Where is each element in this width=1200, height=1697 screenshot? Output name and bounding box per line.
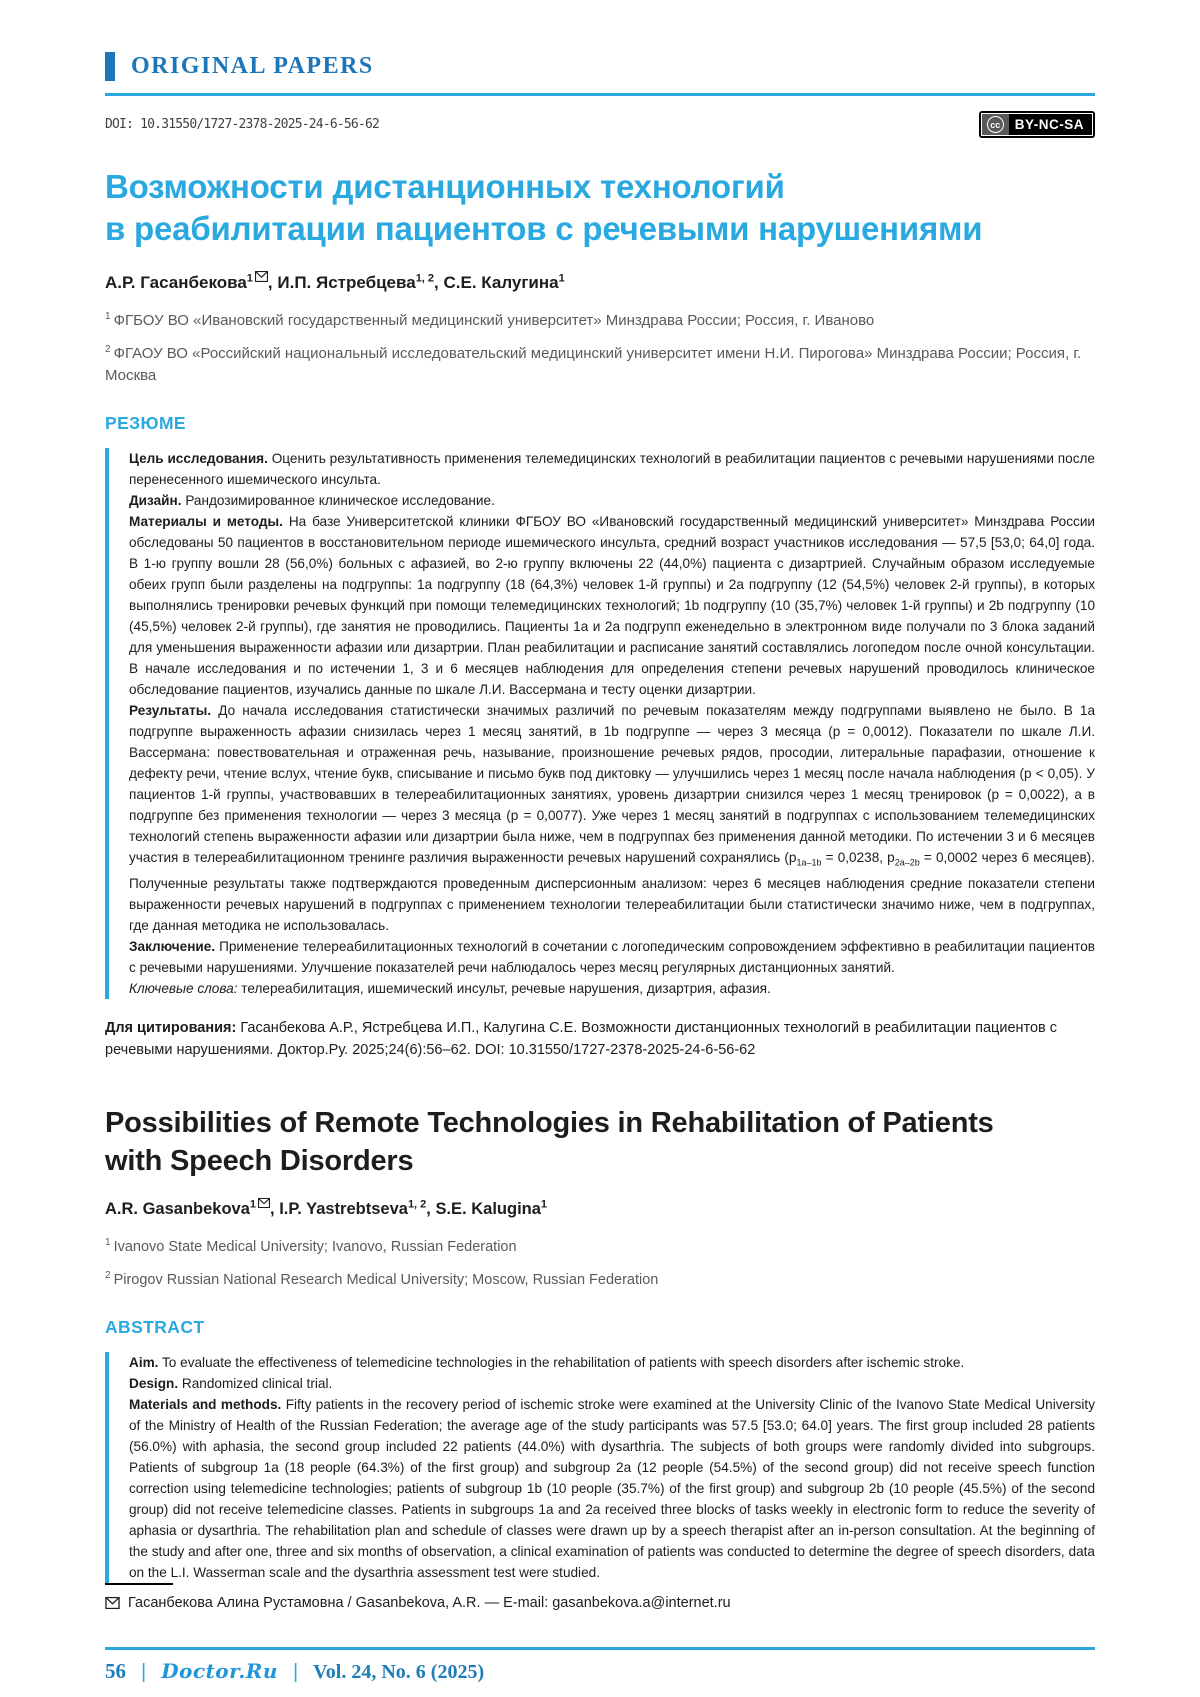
affiliation (105, 1269, 1095, 1291)
abstract-conclusion (129, 936, 1095, 978)
affiliation-superscript: 1 (105, 311, 111, 323)
citation-block (105, 1018, 1095, 1061)
conclusion-label: Заключение. (129, 939, 216, 955)
author-name: S.E. Kalugina (435, 1200, 541, 1219)
cc-license-label: BY-NC-SA (1009, 114, 1092, 135)
author-separator: , (270, 1200, 280, 1219)
results-label: Результаты. (129, 702, 212, 718)
design-text: Рандозимированное клиническое исследование. (185, 492, 495, 508)
section-header (105, 52, 1095, 96)
title-en-line2: with Speech Disorders (105, 1145, 414, 1178)
section-marker-bar (105, 52, 115, 81)
affiliation (105, 310, 1095, 332)
results-subscript-1: 1a–1b (796, 857, 822, 868)
results-subscript-2: 2a–2b (894, 857, 920, 868)
doi-row (105, 111, 1095, 138)
author (105, 273, 277, 292)
author-superscript: 1 (246, 272, 253, 285)
abstract-design-en (129, 1373, 1095, 1394)
results-text-3: = 0,0002 через 6 месяцев). Полученные результаты также подтверждаются проведенным дисперсионным анализом: через 6 месяцев наблюдения средние показатели степени выраженности речевых нарушений в подгруппах с применением технологии телереабилитации были статистически значимо ниже, чем в подгруппах, где данная методика не использовалась. (129, 849, 1095, 934)
results-text-2: = 0,0238, p (821, 849, 895, 865)
author-name: С.Е. Калугина (443, 273, 559, 293)
affiliation-superscript: 2 (105, 344, 111, 356)
author-separator: , (434, 273, 444, 293)
methods-text: Fifty patients in the recovery period of ischemic stroke were examined at the University Clinic of the Ivanovo State Medical University of the Ministry of Health of the Russian Federation; the average age of the study participants was 57.5 [53.0; 64.0] years. The first group included 28 patients (56.0%) with aphasia, the second group included 22 patients (44.0%) with dysarthria. The subjects of both groups were randomly divided into subgroups. Patients of subgroup 1a (18 people (64.3%) of the first group) and subgroup 2a (12 people (54.5%) of the second group) did not receive speech function correction using telemedicine technologies; patients of subgroup 1b (10 people (35.7%) of the first group) and subgroup 2b (10 people (45.5%) of the second group) did not receive telemedicine classes. Patients in subgroups 1a and 2a received three blocks of tasks weekly in electronic form to reduce the severity of aphasia or dysarthria. The rehabilitation plan and schedule of classes were drawn up by a speech therapist after an in-person consultation. At the beginning of the study and after one, three and six months of observation, a clinical examination of patients was conducted to determine the degree of speech disorders, data on the L.I. Wasserman scale and the dysarthria assessment test were studied. (129, 1397, 1096, 1580)
aim-text: To evaluate the effectiveness of telemedicine technologies in the rehabilitation of patients with speech disorders after ischemic stroke. (162, 1355, 965, 1370)
author (279, 1200, 435, 1218)
author-separator: , (267, 273, 278, 293)
resume-heading: РЕЗЮМЕ (105, 412, 187, 433)
methods-label: Materials and methods. (129, 1397, 282, 1412)
abstract-design (129, 490, 1095, 511)
author (435, 1200, 547, 1218)
author (105, 1200, 279, 1218)
author-superscript: 1 (558, 272, 565, 285)
abstract-results (129, 700, 1095, 937)
affiliations-ru (105, 299, 1095, 386)
author-name: А.Р. Гасанбекова (105, 273, 247, 293)
article-title-ru (105, 166, 1095, 250)
design-label: Design. (129, 1376, 179, 1391)
cc-badge-inner (981, 113, 1093, 136)
title-ru-line2: в реабилитации пациентов с речевыми нарушениями (105, 209, 983, 247)
author-name: A.R. Gasanbekova (105, 1200, 250, 1219)
affiliation-superscript: 1 (105, 1237, 111, 1249)
author (444, 273, 565, 292)
affiliation-text: Pirogov Russian National Research Medical University; Moscow, Russian Federation (113, 1271, 659, 1288)
affiliation-text: ФГБОУ ВО «Ивановский государственный медицинский университет» Минздрава России; Россия, г. Иваново (113, 312, 875, 330)
abstract-en (105, 1352, 1095, 1583)
aim-label: Aim. (129, 1355, 159, 1370)
abstract-aim (129, 448, 1095, 490)
envelope-icon (258, 1194, 270, 1213)
correspondence-note (105, 1595, 1095, 1613)
citation-text: Гасанбекова А.Р., Ястребцева И.П., Калугина С.Е. Возможности дистанционных технологий в реабилитации пациентов с речевыми нарушениями. Доктор.Ру. 2025;24(6):56–62. DOI: 10.31550/1727-2378-2025-24-6-56-62 (105, 1020, 1058, 1058)
results-text-1: До начала исследования статистически значимых различий по речевым показателям между подгруппами выявлено не было. В 1а подгруппе выраженность афазии снизилась через 1 месяц занятий, в 1b подгруппе — через 3 месяца (p = 0,0012). Показатели по шкале Л.И. Вассермана: повествовательная и отраженная речь, называние, произношение речевых рядов, просодии, литеральные парафазии, отношение к дефекту речи, чтение вслух, чтение букв, списывание и письмо букв под диктовку — улучшились через 1 месяц после начала наблюдения (p < 0,05). У пациентов 1-й группы, участвовавших в телереабилитационных занятиях, уровень дизартрии снизился через 1 месяц тренировок (p = 0,0022), а в подгруппе без применения технологии — через 3 месяца (p = 0,0077). Уже через 1 месяц занятий в подгруппах с использованием телемедицинских технологий степень выраженности афазии или дизартрии была ниже, чем в подгруппах без применения данной методики. По истечении 3 и 6 месяцев участия в телереабилитационном тренинге различия выраженности речевых нарушений сохранялись (p (129, 702, 1096, 865)
correspondence-rule (105, 1583, 173, 1585)
envelope-icon (105, 1597, 120, 1613)
title-ru-line1: Возможности дистанционных технологий (105, 168, 785, 205)
footer-separator: | (292, 1661, 299, 1683)
affiliation (105, 343, 1095, 387)
affiliations-en (105, 1225, 1095, 1291)
doi-text: DOI: 10.31550/1727-2378-2025-24-6-56-62 (105, 117, 380, 132)
footer-separator: | (141, 1661, 147, 1683)
aim-label: Цель исследования. (129, 450, 268, 466)
journal-logo: Doctor.Ru (161, 1659, 278, 1683)
abstract-aim-en (129, 1352, 1095, 1373)
affiliation-text: Ivanovo State Medical University; Ivanovo, Russian Federation (113, 1239, 517, 1256)
authors-line-ru (105, 267, 1095, 294)
page-footer (105, 1647, 1095, 1684)
keywords-text: телереабилитация, ишемический инсульт, речевые нарушения, дизартрия, афазия. (241, 981, 771, 997)
article-title-en (105, 1105, 1095, 1180)
abstract-methods-en (129, 1394, 1095, 1583)
issue-info: Vol. 24, No. 6 (2025) (313, 1661, 485, 1683)
methods-text: На базе Университетской клиники ФГБОУ ВО «Ивановский государственный медицинский университет» Минздрава России обследованы 50 пациентов в восстановительном периоде ишемического инсульта, средний возраст участников исследования — 57,5 [53,0; 64,0] года. В 1-ю группу вошли 28 (56,0%) больных с афазией, во 2-ю группу включены 22 (44,0%) пациента с дизартрией. Случайным образом исследуемые обеих групп были разделены на подгруппы: 1а подгруппу (18 (64,3%) человек 1-й группы) и 2а подгруппу (12 (54,5%) человек 2-й группы), в которых выполнялись тренировки речевых функций при помощи телемедицинских технологий; 1b подгруппу (10 (35,7%) человек 1-й группы) и 2b подгруппу (10 (45,5%) человек 2-й группы), где занятия не проводились. Пациенты 1а и 2а подгрупп еженедельно в электронном виде получали по 3 блока заданий для уменьшения выраженности афазии или дизартрии. План реабилитации и расписание занятий составлялись логопедом после очной консультации. В начале исследования и по истечении 1, 3 и 6 месяцев наблюдения для определения степени речевых нарушений проводилось клиническое обследование пациентов, изучались данные по шкале Л.И. Вассермана и тесту оценки дизартрии. (129, 513, 1096, 697)
abstract-heading: ABSTRACT (105, 1317, 205, 1337)
correspondence-text: Гасанбекова Алина Рустамовна / Gasanbekova, A.R. — E-mail: gasanbekova.a@internet.ru (128, 1595, 731, 1611)
author-name: I.P. Yastrebtseva (279, 1200, 408, 1219)
author-separator: , (426, 1200, 436, 1219)
conclusion-text: Применение телереабилитационных технологий в сочетании с логопедическим сопровождением эффективно в реабилитации пациентов с речевыми нарушениями. Улучшение показателей речи наблюдалось через месяц регулярных дистанционных занятий. (129, 939, 1096, 976)
envelope-icon (255, 267, 268, 287)
design-text: Randomized clinical trial. (181, 1376, 333, 1391)
design-label: Дизайн. (129, 492, 182, 508)
footnote-group (105, 1583, 1095, 1684)
cc-circle-glyph: cc (987, 116, 1004, 133)
abstract-keywords (129, 978, 1095, 999)
abstract-ru (105, 448, 1095, 1000)
affiliation-superscript: 2 (105, 1270, 111, 1282)
page-number: 56 (105, 1659, 126, 1683)
keywords-label: Ключевые слова: (129, 981, 238, 997)
author-name: И.П. Ястребцева (277, 273, 416, 293)
authors-line-en (105, 1194, 1095, 1220)
author-superscript: 1 (249, 1198, 257, 1211)
cc-license-badge[interactable] (979, 111, 1095, 138)
author-superscript: 1, 2 (407, 1198, 427, 1211)
methods-label: Материалы и методы. (129, 513, 283, 529)
aim-text: Оценить результативность применения телемедицинских технологий в реабилитации пациентов с речевыми нарушениями после перенесенного ишемического инсульта. (129, 450, 1095, 487)
section-title: ORIGINAL PAPERS (131, 53, 374, 79)
author (277, 273, 443, 292)
author-superscript: 1, 2 (415, 272, 435, 285)
author-superscript: 1 (540, 1198, 548, 1211)
title-en-line1: Possibilities of Remote Technologies in Rehabilitation of Patients (105, 1107, 994, 1140)
abstract-methods (129, 511, 1095, 700)
affiliation (105, 1236, 1095, 1258)
citation-label: Для цитирования: (105, 1020, 237, 1037)
cc-icon (982, 114, 1009, 135)
affiliation-text: ФГАОУ ВО «Российский национальный исследовательский медицинский университет имени Н.И. Пирогова» Минздрава России; Россия, г. Москва (105, 345, 1082, 384)
